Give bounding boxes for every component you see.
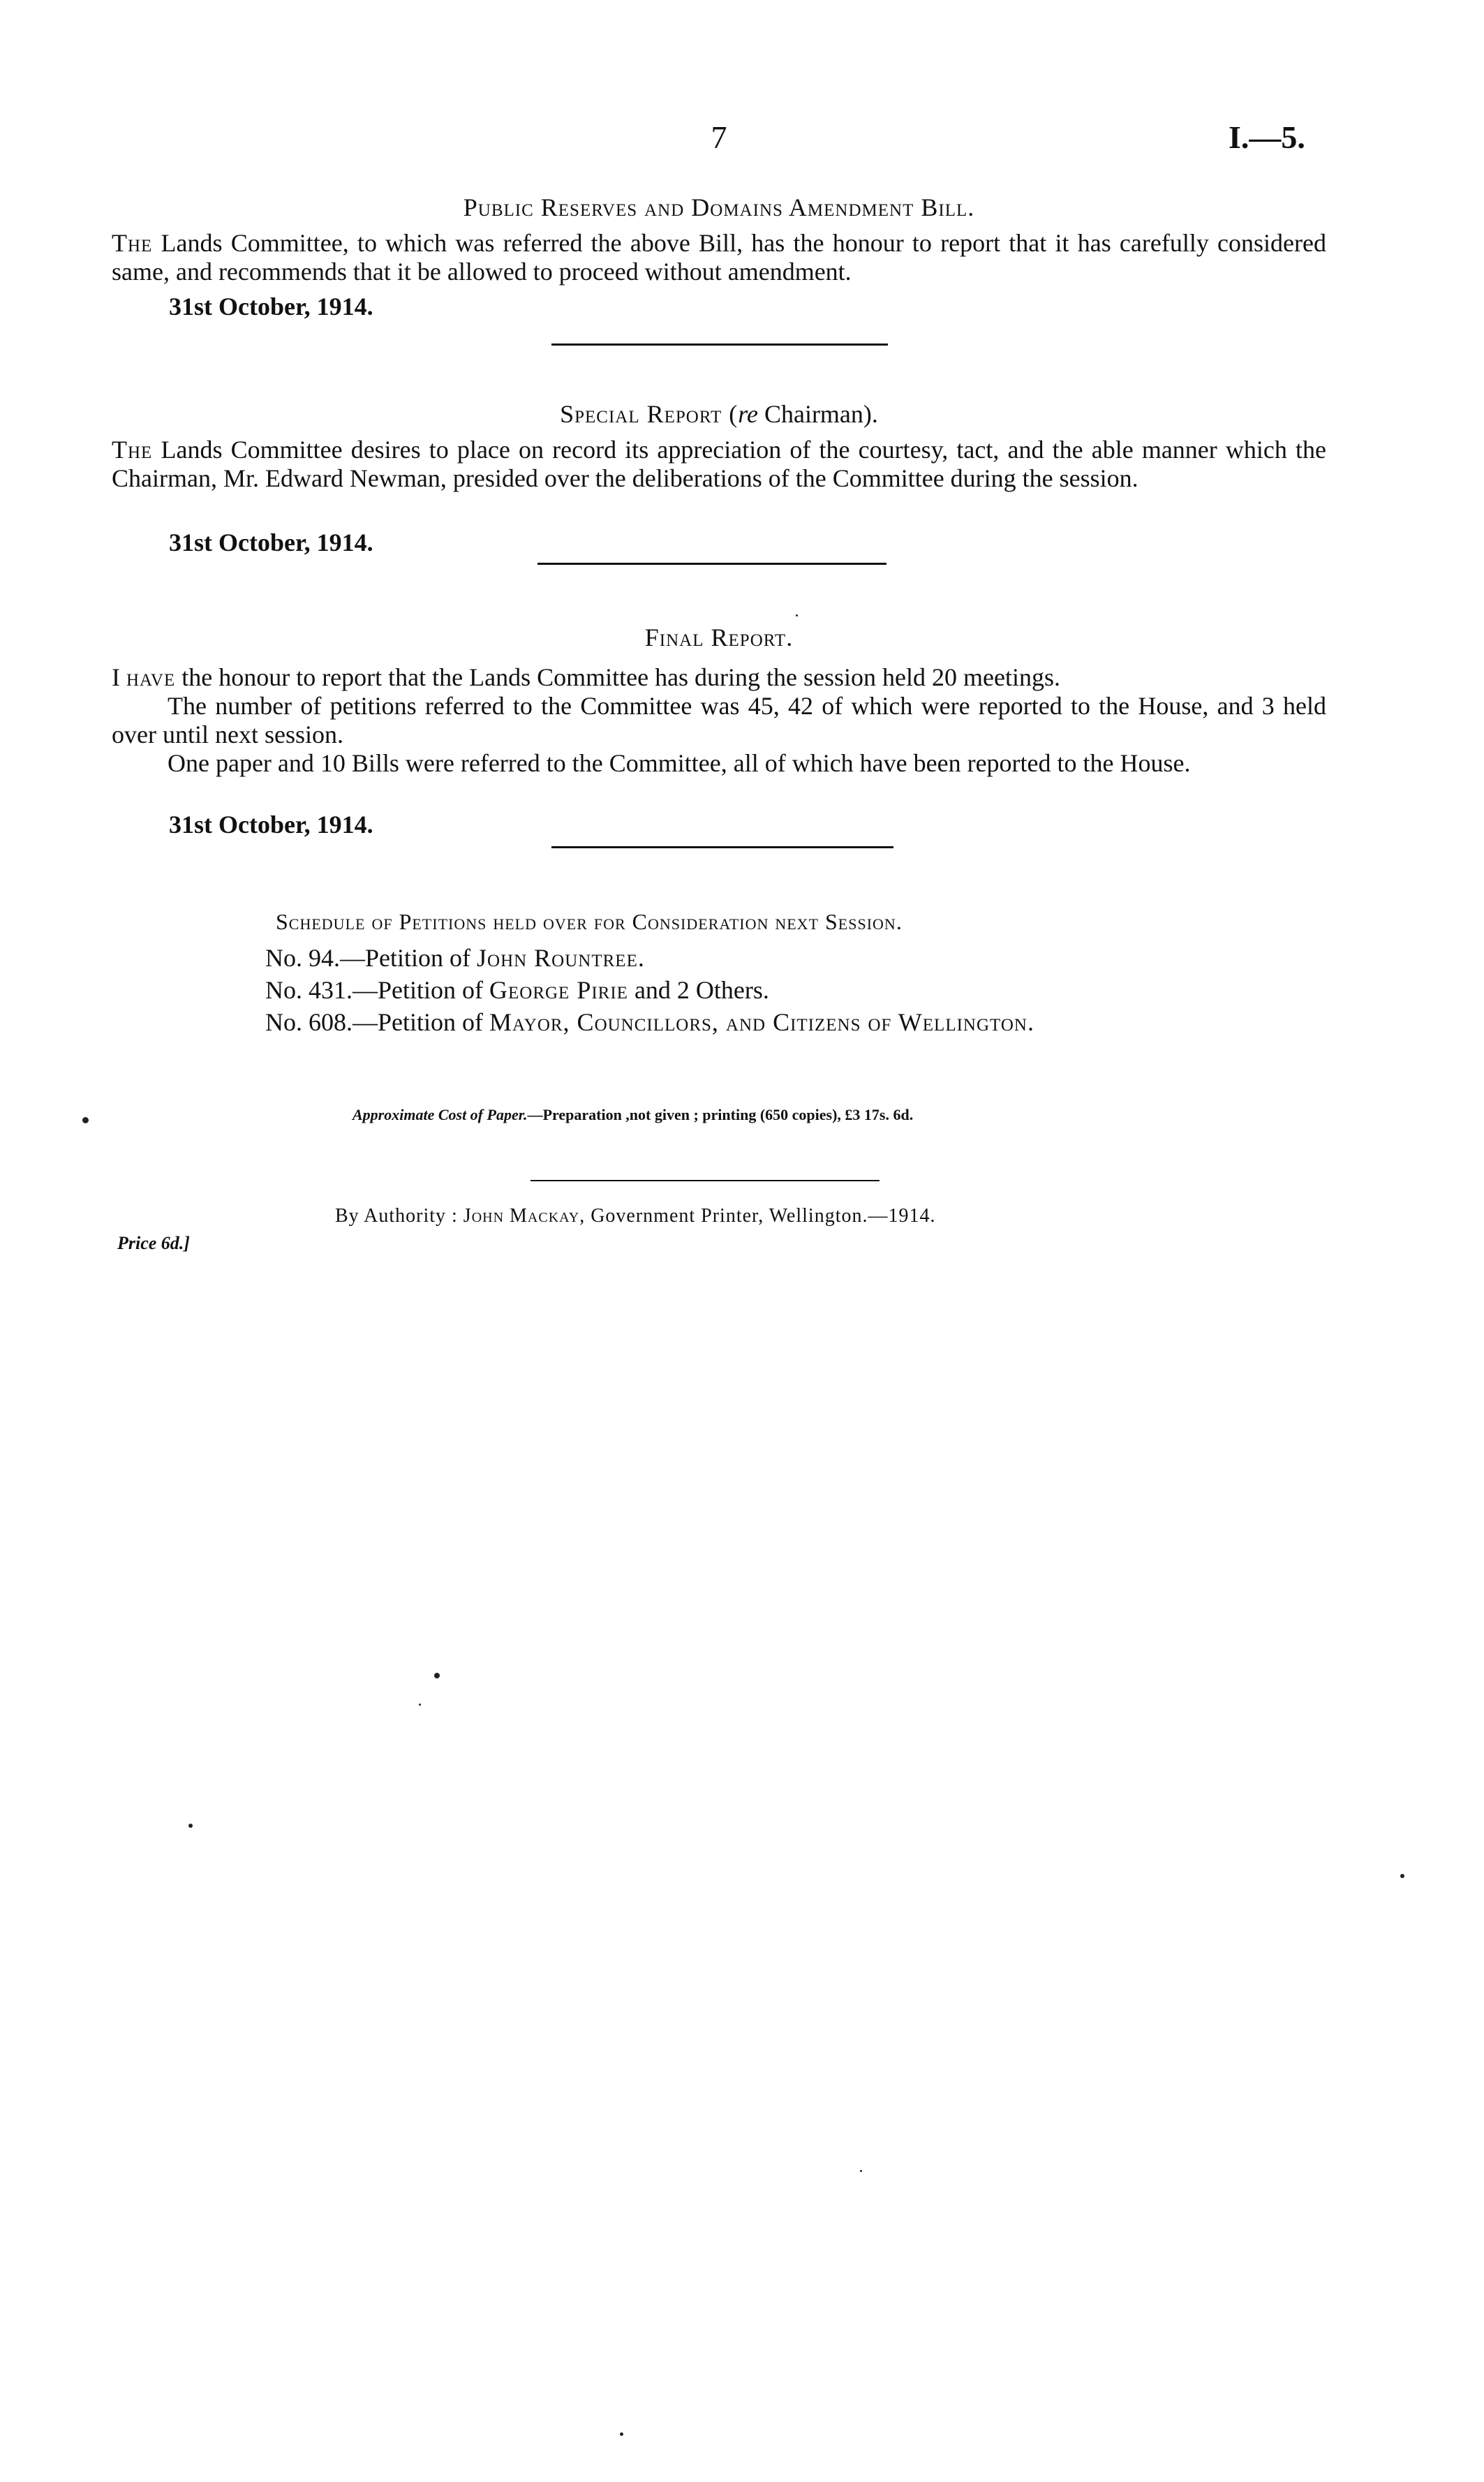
schedule-heading: Schedule of Petitions held over for Consideration next Session.	[276, 909, 903, 934]
imprint-printer: John Mackay,	[463, 1205, 586, 1227]
schedule-item-number: No. 94.	[265, 944, 340, 972]
page-number: 7	[711, 119, 727, 155]
imprint-suffix: Government Printer, Wellington.—1914.	[585, 1205, 936, 1227]
schedule-item-suffix: and 2 Others.	[628, 976, 769, 1004]
schedule-item-number: No. 431.	[265, 976, 353, 1004]
section3-line1	[112, 663, 1326, 692]
cost-line	[353, 1106, 913, 1124]
schedule-item	[265, 976, 769, 1005]
section-divider	[537, 563, 886, 565]
section3-line1-text: the honour to report that the Lands Committee has during the session held 20 meetings.	[181, 663, 1060, 691]
section-divider	[551, 344, 888, 346]
section3-paragraph2: The number of petitions referred to the Committee was 45, 42 of which were reported to the House, and 3 held over until next session.	[112, 692, 1326, 748]
section1-date: 31st October, 1914.	[169, 293, 373, 320]
price-note: Price 6d.]	[117, 1233, 190, 1253]
section-divider	[551, 846, 893, 848]
scan-speck	[860, 2170, 862, 2172]
schedule-item-name: George Pirie	[489, 976, 628, 1004]
scan-speck	[1400, 1874, 1404, 1878]
imprint-divider	[530, 1180, 880, 1181]
schedule-item-text: —Petition of	[340, 944, 477, 972]
section2-body: Lands Committee desires to place on record its appreciation of the courtesy, tact, and the able manner which the Chairman, Mr. Edward Newman, presided over the deliberations of the Committee during the session.	[112, 436, 1327, 492]
imprint-line	[335, 1205, 935, 1227]
imprint-prefix: By Authority :	[335, 1205, 463, 1227]
section2-paragraph	[112, 436, 1326, 493]
scan-speck	[188, 1824, 193, 1828]
scan-speck	[620, 2432, 623, 2436]
section3-lead-have: have	[126, 663, 176, 691]
cost-text: —Preparation ,not given ; printing (650 copies), £3 17s. 6d.	[527, 1106, 914, 1123]
section2-heading-prefix: Special Report (	[560, 400, 739, 428]
section3-paragraph3: One paper and 10 Bills were referred to the Committee, all of which have been reported to the House.	[168, 749, 1191, 777]
schedule-item-name: John Rountree.	[477, 944, 645, 972]
scan-speck	[419, 1704, 421, 1706]
schedule-item	[265, 1008, 1034, 1037]
section2-date: 31st October, 1914.	[169, 529, 373, 556]
section1-lead: The	[112, 229, 153, 257]
section3-lead-i: I	[112, 663, 120, 691]
schedule-item	[265, 944, 645, 973]
section3-date: 31st October, 1914.	[169, 811, 373, 839]
schedule-item-name: Mayor, Councillors, and Citizens of Wellington.	[489, 1008, 1034, 1036]
schedule-item-text: —Petition of	[353, 1008, 489, 1036]
scan-speck	[82, 1117, 89, 1123]
section3-heading: Final Report.	[644, 623, 794, 651]
cost-label: Approximate Cost of Paper.	[353, 1106, 528, 1123]
section2-lead: The	[112, 436, 153, 464]
section1-paragraph	[112, 229, 1326, 286]
schedule-item-number: No. 608.	[265, 1008, 353, 1036]
section1-heading: Public Reserves and Domains Amendment Bill.	[463, 193, 975, 221]
section2-heading	[112, 399, 1326, 429]
section2-heading-re: re	[738, 400, 758, 428]
schedule-item-text: —Petition of	[353, 976, 489, 1004]
section2-heading-suffix: Chairman).	[757, 400, 878, 428]
scan-speck	[434, 1673, 440, 1678]
scan-speck	[796, 614, 798, 616]
document-reference: I.—5.	[1229, 119, 1305, 155]
section1-body: Lands Committee, to which was referred the above Bill, has the honour to report that it has carefully considered same, and recommends that it be allowed to proceed without amendment.	[112, 229, 1326, 286]
